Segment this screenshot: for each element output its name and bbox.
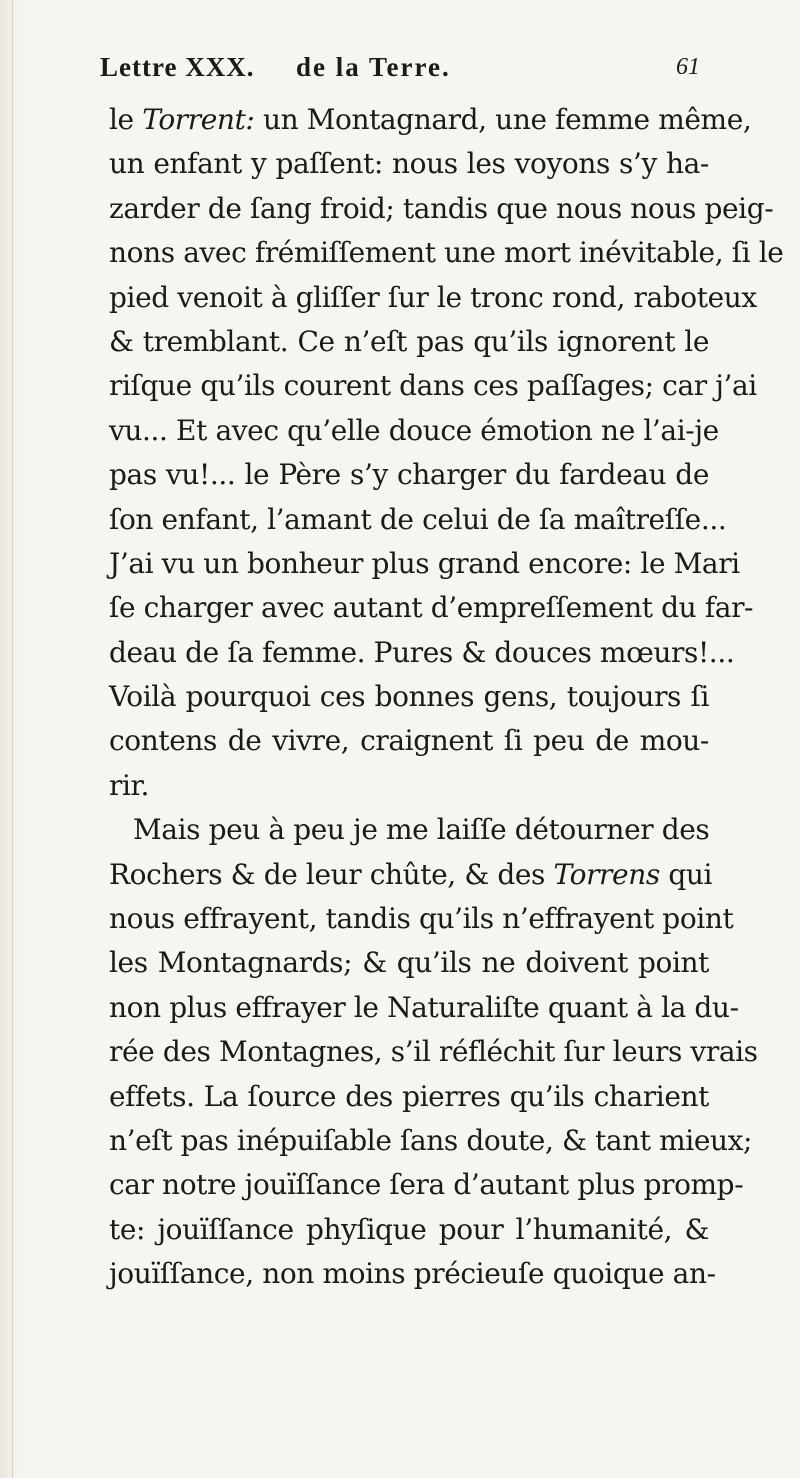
text-run: vu... Et avec qu’elle douce émotion ne l’ai-je <box>109 413 719 447</box>
text-run: Mais peu à peu je me laiſſe détourner des <box>133 813 710 847</box>
text-run: effets. La ſource des pierres qu’ils charient <box>109 1079 709 1113</box>
text-line <box>109 276 757 320</box>
text-line <box>109 364 757 408</box>
text-run: nons avec frémiſſement une mort inévitable, ſi le <box>109 236 784 270</box>
text-run: deau de ſa femme. Pures & douces mœurs!... <box>109 635 735 669</box>
running-head-title: de la Terre. <box>296 52 451 82</box>
text-run: te: jouïſſance phyſique pour l’humanité, & <box>109 1212 709 1246</box>
text-line <box>109 187 774 231</box>
text-line <box>109 453 709 497</box>
italic-text: Torrens <box>553 857 660 891</box>
text-run: ſe charger avec autant d’empreſſement du far- <box>109 591 754 625</box>
text-run: contens de vivre, craignent ſi peu de mou- <box>109 724 709 758</box>
text-run: non plus effrayer le Naturaliſte quant à la du- <box>109 990 739 1024</box>
text-run: rir. <box>109 768 149 802</box>
page-gutter <box>0 0 26 1478</box>
text-run: rée des Montagnes, s’il réfléchit ſur leurs vrais <box>109 1035 758 1069</box>
text-line <box>109 1208 709 1252</box>
text-run: Voilà pourquoi ces bonnes gens, toujours ſi <box>109 680 709 714</box>
text-run: ſon enfant, l’amant de celui de ſa maîtreſſe... <box>109 502 727 536</box>
text-run: un enfant y paſſent: nous les voyons s’y ha- <box>109 147 709 181</box>
text-run: & tremblant. Ce n’eſt pas qu’ils ignorent le <box>109 324 709 358</box>
text-run: J’ai vu un bonheur plus grand encore: le Mari <box>109 546 740 580</box>
text-run: jouïſſance, non moins précieuſe quoique an- <box>109 1257 716 1291</box>
text-line <box>109 941 709 985</box>
text-line <box>109 764 709 808</box>
text-line <box>109 586 754 630</box>
text-run: zarder de ſang froid; tandis que nous nous peig- <box>109 191 774 225</box>
page-number: 61 <box>676 54 700 80</box>
text-line <box>109 542 740 586</box>
text-line <box>109 231 784 275</box>
text-line <box>109 498 727 542</box>
text-line <box>109 1030 758 1074</box>
text-line <box>109 853 713 897</box>
text-line <box>109 719 709 763</box>
text-line <box>109 986 739 1030</box>
text-line <box>109 1119 753 1163</box>
text-run: n’eſt pas inépuiſable ſans doute, & tant mieux; <box>109 1123 753 1157</box>
text-run: Rochers & de leur chûte, & des <box>109 857 554 891</box>
running-head-letter: Lettre XXX. <box>100 52 255 82</box>
text-line <box>109 808 709 852</box>
text-line <box>109 320 709 364</box>
text-line <box>109 631 735 675</box>
body-text <box>109 98 784 1297</box>
text-line <box>109 409 719 453</box>
gutter-rule <box>12 0 13 1478</box>
text-line <box>109 675 709 719</box>
text-line <box>109 1163 744 1207</box>
text-line <box>109 1252 716 1296</box>
text-run: car notre jouïſſance ſera d’autant plus promp- <box>109 1168 744 1202</box>
text-run: pas vu!... le Père s’y charger du fardeau de <box>109 458 709 492</box>
text-run: un Montagnard, une femme même, <box>254 103 752 136</box>
text-line <box>109 98 752 142</box>
italic-text: Torrent: <box>142 103 255 136</box>
text-line <box>109 897 734 941</box>
text-run: nous effrayent, tandis qu’ils n’effrayent point <box>109 902 734 936</box>
text-run: qui <box>659 857 713 891</box>
text-line <box>109 1075 709 1119</box>
text-run: pied venoit à gliſſer ſur le tronc rond, raboteux <box>109 280 757 314</box>
text-run: les Montagnards; & qu’ils ne doivent point <box>109 946 709 980</box>
running-head <box>100 44 700 88</box>
text-run: riſque qu’ils courent dans ces paſſages; car j’ai <box>109 369 757 403</box>
text-line <box>109 142 709 186</box>
text-run: le <box>109 103 143 136</box>
